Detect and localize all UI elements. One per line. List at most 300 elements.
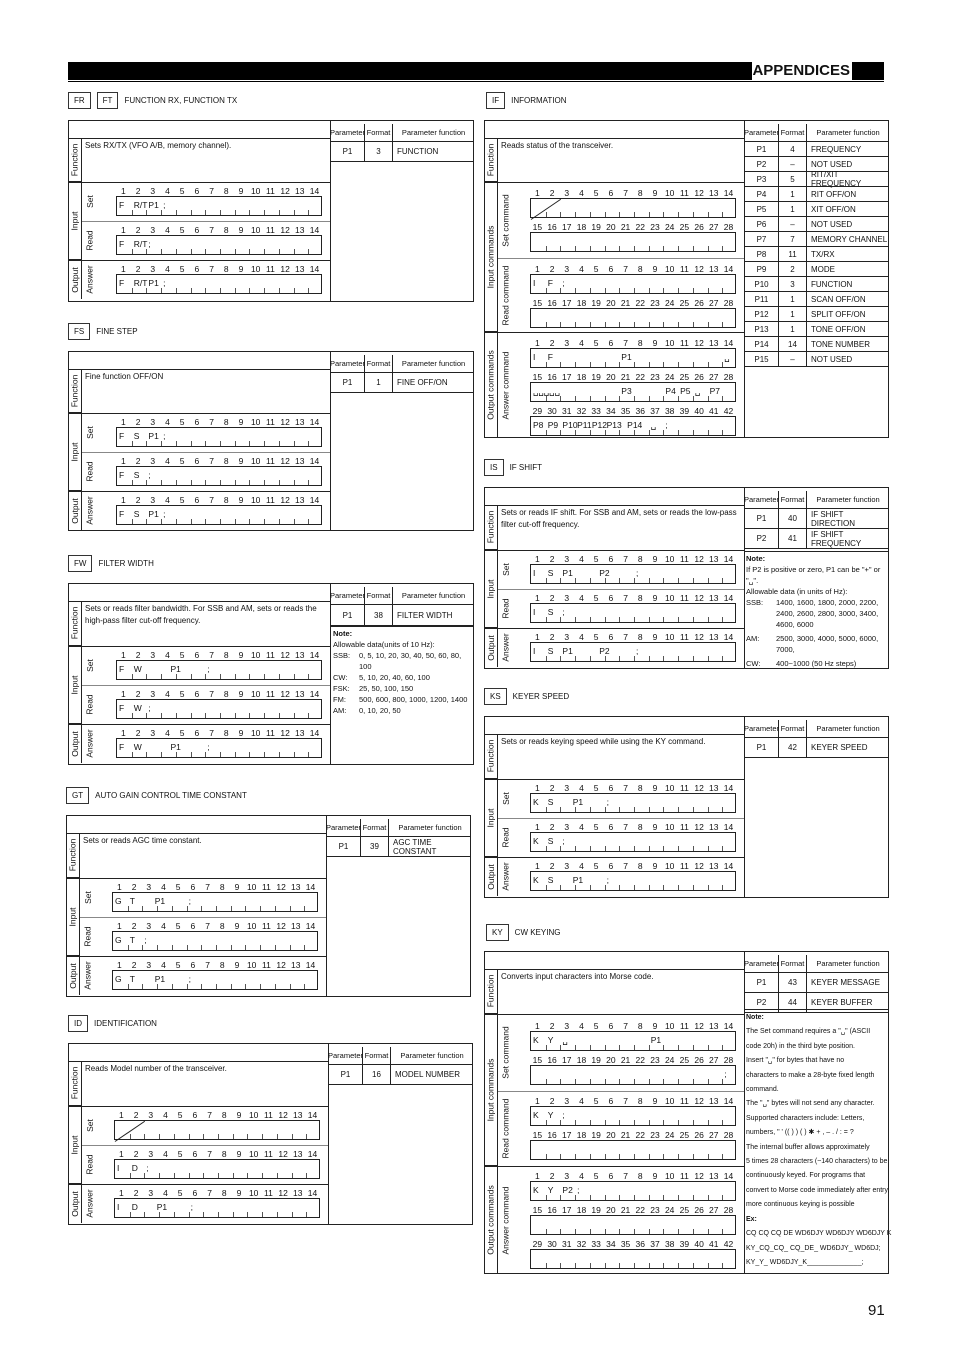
byte-tick bbox=[693, 212, 694, 217]
byte-tick bbox=[663, 1229, 664, 1234]
byte-number: 26 bbox=[694, 1055, 704, 1065]
is-note bbox=[746, 553, 888, 672]
byte-tick bbox=[264, 480, 265, 485]
command-token: Y bbox=[547, 1185, 554, 1195]
byte-tick bbox=[264, 674, 265, 679]
command-token: P7 bbox=[709, 386, 720, 396]
byte-number: 24 bbox=[664, 1205, 675, 1215]
byte-numbers bbox=[530, 783, 736, 793]
byte-number: 5 bbox=[593, 554, 599, 564]
byte-number: 14 bbox=[305, 882, 316, 892]
byte-number: 4 bbox=[579, 593, 584, 603]
byte-number: 5 bbox=[593, 783, 599, 793]
byte-number: 4 bbox=[579, 861, 584, 871]
row-label-text: Answer bbox=[500, 862, 511, 891]
byte-number: 5 bbox=[593, 1171, 599, 1181]
byte-number: 8 bbox=[637, 1171, 643, 1181]
byte-tick bbox=[275, 984, 276, 989]
note-line: code 20h) in the third byte position. bbox=[746, 1042, 855, 1050]
row-label-text: Set bbox=[82, 891, 93, 904]
byte-number: 1 bbox=[120, 417, 126, 427]
byte-number: 19 bbox=[591, 298, 601, 308]
byte-number: 14 bbox=[723, 264, 734, 274]
byte-tick bbox=[722, 807, 723, 812]
byte-tick bbox=[634, 578, 635, 583]
byte-tick bbox=[693, 1045, 694, 1050]
byte-number: 13 bbox=[709, 861, 719, 871]
command-token: P9 bbox=[547, 420, 559, 430]
byte-number: 6 bbox=[608, 632, 614, 642]
byte-numbers bbox=[530, 222, 736, 232]
command-box bbox=[530, 603, 736, 623]
command-box bbox=[530, 564, 736, 584]
byte-tick bbox=[619, 362, 620, 367]
function-label bbox=[484, 969, 498, 1014]
param-function: FUNCTION bbox=[397, 147, 439, 156]
byte-number: 1 bbox=[116, 960, 122, 970]
byte-numbers bbox=[114, 1110, 320, 1120]
byte-number: 2 bbox=[135, 456, 141, 466]
header-rule bbox=[484, 138, 744, 139]
byte-number: 26 bbox=[694, 1205, 704, 1215]
byte-tick bbox=[294, 519, 295, 524]
byte-tick bbox=[693, 807, 694, 812]
command-box bbox=[114, 1120, 320, 1140]
param-function: NOT USED bbox=[811, 159, 853, 169]
byte-tick bbox=[575, 807, 576, 812]
command-token: ; bbox=[207, 742, 210, 752]
byte-tick bbox=[306, 1134, 307, 1139]
byte-tick bbox=[174, 1173, 175, 1178]
command-token: P3 bbox=[621, 386, 632, 396]
byte-number: 14 bbox=[307, 1110, 318, 1120]
command-row-read bbox=[530, 593, 736, 625]
byte-numbers bbox=[112, 960, 318, 970]
byte-tick bbox=[634, 1120, 635, 1125]
byte-number: 39 bbox=[679, 1239, 690, 1249]
byte-number: 8 bbox=[223, 186, 229, 196]
byte-tick bbox=[590, 807, 591, 812]
command-token: ; bbox=[163, 278, 166, 288]
byte-tick bbox=[575, 1045, 576, 1050]
byte-number: 8 bbox=[219, 921, 225, 931]
byte-number: 8 bbox=[637, 593, 643, 603]
byte-number: 17 bbox=[562, 298, 572, 308]
byte-number: 1 bbox=[120, 264, 126, 274]
byte-tick bbox=[176, 674, 177, 679]
row-label bbox=[82, 1106, 98, 1145]
read-command-label-text: Read command bbox=[500, 1098, 511, 1159]
output-label bbox=[68, 724, 82, 763]
byte-number: 1 bbox=[120, 728, 126, 738]
byte-tick bbox=[722, 1045, 723, 1050]
command-token: R/T bbox=[133, 239, 148, 249]
command-name: CW KEYING bbox=[514, 928, 561, 937]
param-format: 14 bbox=[779, 337, 807, 351]
param-function: KEYER SPEED bbox=[811, 743, 868, 752]
note-row bbox=[333, 683, 471, 694]
row-label-text: Answer bbox=[84, 496, 95, 525]
command-row-answer bbox=[116, 728, 322, 760]
byte-number: 17 bbox=[562, 1205, 572, 1215]
byte-tick bbox=[189, 1212, 190, 1217]
byte-tick bbox=[290, 906, 291, 911]
note-key: CW: bbox=[746, 659, 761, 668]
parameter-row bbox=[329, 1065, 473, 1085]
note-value: 2500, 3000, 4000, 5000, 6000, 7000, bbox=[776, 634, 879, 654]
byte-number: 12 bbox=[280, 728, 290, 738]
byte-number: 8 bbox=[637, 822, 643, 832]
row-label-text: Set bbox=[84, 426, 95, 439]
note-row bbox=[746, 597, 888, 630]
byte-number: 3 bbox=[146, 960, 152, 970]
byte-tick bbox=[264, 519, 265, 524]
byte-tick bbox=[308, 249, 309, 254]
command-name: FUNCTION RX, FUNCTION TX bbox=[124, 96, 238, 105]
command-box bbox=[116, 235, 322, 255]
byte-number: 7 bbox=[209, 728, 214, 738]
param-function: FUNCTION bbox=[811, 279, 853, 289]
command-token: ; bbox=[148, 703, 151, 713]
byte-number: 7 bbox=[623, 188, 628, 198]
byte-tick bbox=[722, 885, 723, 890]
command-token: W bbox=[133, 703, 142, 713]
byte-number: 13 bbox=[295, 225, 305, 235]
byte-tick bbox=[176, 249, 177, 254]
byte-tick bbox=[290, 984, 291, 989]
command-box bbox=[116, 274, 322, 294]
byte-number: 12 bbox=[694, 264, 704, 274]
set-command-label-text: Set command bbox=[500, 1026, 511, 1079]
command-token: ; bbox=[163, 431, 166, 441]
byte-number: 13 bbox=[293, 1149, 303, 1159]
byte-numbers bbox=[530, 554, 736, 564]
byte-tick bbox=[619, 1229, 620, 1234]
byte-number: 18 bbox=[576, 298, 587, 308]
byte-tick bbox=[605, 288, 606, 293]
byte-number: 13 bbox=[709, 338, 719, 348]
parameter-row bbox=[745, 247, 889, 262]
command-token: P1 bbox=[148, 200, 159, 210]
param-format: 44 bbox=[779, 993, 807, 1012]
byte-number: 14 bbox=[307, 1149, 318, 1159]
byte-tick bbox=[308, 752, 309, 757]
command-token: S bbox=[547, 568, 554, 578]
byte-number: 27 bbox=[709, 372, 719, 382]
command-token: T bbox=[129, 896, 135, 906]
byte-number: 4 bbox=[165, 728, 170, 738]
header-rule bbox=[484, 969, 744, 970]
byte-tick bbox=[260, 984, 261, 989]
byte-number: 17 bbox=[562, 1130, 572, 1140]
byte-tick bbox=[575, 1229, 576, 1234]
byte-number: 1 bbox=[116, 921, 122, 931]
function-label bbox=[68, 601, 82, 646]
byte-number: 20 bbox=[606, 1130, 616, 1140]
byte-tick bbox=[575, 846, 576, 851]
byte-tick bbox=[605, 885, 606, 890]
command-token: ; bbox=[636, 568, 639, 578]
byte-tick bbox=[146, 713, 147, 718]
byte-tick bbox=[722, 656, 723, 661]
byte-tick bbox=[546, 1229, 547, 1234]
byte-number: 6 bbox=[608, 593, 614, 603]
byte-tick bbox=[277, 1173, 278, 1178]
note-value: 25, 50, 100, 150 bbox=[359, 684, 414, 693]
output-label-text: Output bbox=[69, 266, 80, 293]
byte-number: 11 bbox=[679, 1021, 689, 1031]
byte-number: 9 bbox=[238, 186, 244, 196]
byte-tick bbox=[708, 362, 709, 367]
command-row-answer bbox=[530, 632, 736, 664]
byte-tick bbox=[264, 713, 265, 718]
command-box bbox=[530, 1031, 736, 1051]
byte-tick bbox=[235, 752, 236, 757]
byte-tick bbox=[605, 617, 606, 622]
note-value: 0, 10, 20, 50 bbox=[359, 706, 401, 715]
command-box bbox=[112, 970, 318, 990]
byte-number: 10 bbox=[250, 728, 261, 738]
byte-tick bbox=[722, 1263, 723, 1268]
byte-tick bbox=[693, 246, 694, 251]
parameter-row bbox=[745, 262, 889, 277]
byte-number: 6 bbox=[194, 689, 200, 699]
byte-number: 3 bbox=[564, 861, 570, 871]
byte-numbers bbox=[114, 1149, 320, 1159]
byte-tick bbox=[708, 288, 709, 293]
byte-number: 27 bbox=[709, 1055, 719, 1065]
byte-number: 28 bbox=[723, 298, 734, 308]
command-token: S bbox=[133, 509, 140, 519]
byte-tick bbox=[308, 288, 309, 293]
byte-number: 23 bbox=[650, 1205, 660, 1215]
row-label bbox=[80, 956, 96, 995]
byte-tick bbox=[722, 846, 723, 851]
byte-tick bbox=[560, 396, 561, 401]
row-label bbox=[82, 1145, 98, 1184]
function-description: Sets or reads IF shift. For SSB and AM, sets or reads the low-pass filter cut-off frequency. bbox=[501, 508, 737, 529]
command-token: ; bbox=[190, 1202, 193, 1212]
param-name: P4 bbox=[745, 187, 779, 201]
byte-tick bbox=[231, 945, 232, 950]
parameter-table bbox=[744, 124, 889, 367]
byte-number: 6 bbox=[608, 783, 614, 793]
byte-number: 3 bbox=[148, 1188, 154, 1198]
row-label bbox=[80, 878, 96, 917]
byte-tick bbox=[722, 246, 723, 251]
function-rule bbox=[68, 646, 330, 647]
byte-tick bbox=[560, 578, 561, 583]
byte-tick bbox=[560, 362, 561, 367]
byte-tick bbox=[678, 1120, 679, 1125]
byte-tick bbox=[693, 288, 694, 293]
byte-number: 21 bbox=[620, 1055, 631, 1065]
parameter-row bbox=[745, 337, 889, 352]
command-code: FS bbox=[68, 323, 90, 340]
byte-number: 41 bbox=[709, 406, 719, 416]
header-rule bbox=[68, 369, 330, 370]
command-code: IS bbox=[484, 459, 504, 476]
byte-number: 12 bbox=[280, 650, 290, 660]
byte-tick bbox=[304, 984, 305, 989]
byte-tick bbox=[205, 288, 206, 293]
command-name: FILTER WIDTH bbox=[98, 559, 154, 568]
byte-number: 15 bbox=[532, 1055, 543, 1065]
parameter-row bbox=[745, 202, 889, 217]
byte-tick bbox=[605, 1229, 606, 1234]
byte-number: 24 bbox=[664, 1055, 675, 1065]
byte-number: 31 bbox=[562, 406, 572, 416]
byte-tick bbox=[663, 1263, 664, 1268]
byte-tick bbox=[264, 249, 265, 254]
byte-tick bbox=[294, 210, 295, 215]
byte-number: 27 bbox=[709, 298, 719, 308]
command-token: ; bbox=[562, 1110, 565, 1120]
byte-number: 30 bbox=[547, 1239, 557, 1249]
byte-number: 3 bbox=[150, 417, 156, 427]
byte-number: 13 bbox=[709, 593, 719, 603]
byte-number: 2 bbox=[135, 650, 141, 660]
command-row-read-2 bbox=[530, 298, 736, 330]
byte-number: 1 bbox=[534, 554, 540, 564]
param-format: 3 bbox=[365, 142, 393, 161]
note-line: CQ CQ CQ DE WD6DJY WD6DJY WD6DJY K bbox=[746, 1230, 892, 1238]
byte-number: 5 bbox=[593, 593, 599, 603]
byte-number: 10 bbox=[250, 495, 261, 505]
command-token: P1 bbox=[156, 1202, 168, 1212]
byte-tick bbox=[590, 430, 591, 435]
byte-number: 13 bbox=[295, 650, 305, 660]
byte-tick bbox=[649, 846, 650, 851]
param-format: 11 bbox=[779, 247, 807, 261]
byte-number: 11 bbox=[265, 225, 275, 235]
byte-number: 10 bbox=[250, 689, 261, 699]
row-label-text: Set bbox=[84, 659, 95, 672]
param-format: – bbox=[779, 217, 807, 231]
byte-tick bbox=[161, 288, 162, 293]
output-label bbox=[68, 260, 82, 299]
input-label-text: Input bbox=[69, 442, 80, 461]
command-code: FW bbox=[68, 555, 92, 572]
byte-tick bbox=[203, 1173, 204, 1178]
byte-tick bbox=[560, 1229, 561, 1234]
byte-number: 12 bbox=[276, 882, 286, 892]
parameter-table bbox=[744, 955, 889, 1013]
header-cell: Parameter bbox=[745, 955, 779, 972]
byte-tick bbox=[649, 1120, 650, 1125]
command-token: ; bbox=[163, 200, 166, 210]
byte-number: 5 bbox=[177, 1188, 183, 1198]
parameter-row bbox=[745, 187, 889, 202]
command-row-set-2 bbox=[530, 222, 736, 254]
command-token: P1 bbox=[562, 568, 573, 578]
header-cell: Format bbox=[779, 720, 807, 737]
byte-tick bbox=[277, 1212, 278, 1217]
command-token: K bbox=[533, 875, 539, 885]
note-row bbox=[333, 694, 471, 705]
byte-tick bbox=[663, 1045, 664, 1050]
function-label bbox=[484, 505, 498, 550]
command-row-answer-1 bbox=[530, 1171, 736, 1203]
section-header-gt bbox=[66, 787, 247, 804]
command-row-set-1 bbox=[530, 188, 736, 220]
byte-tick bbox=[708, 212, 709, 217]
note-value: 500, 600, 800, 1000, 1200, 1400 bbox=[359, 695, 468, 704]
section-header-ks bbox=[484, 688, 569, 705]
byte-tick bbox=[575, 1263, 576, 1268]
param-function: MODE bbox=[811, 264, 835, 274]
byte-number: 10 bbox=[664, 822, 675, 832]
command-token: F bbox=[547, 352, 553, 362]
byte-number: 1 bbox=[534, 1021, 540, 1031]
byte-tick bbox=[649, 1229, 650, 1234]
byte-tick bbox=[575, 246, 576, 251]
byte-number: 20 bbox=[606, 222, 616, 232]
byte-number: 3 bbox=[146, 882, 152, 892]
function-label-text: Function bbox=[69, 143, 80, 176]
byte-tick bbox=[693, 885, 694, 890]
byte-tick bbox=[249, 713, 250, 718]
command-token: P11 bbox=[577, 420, 592, 430]
byte-tick bbox=[191, 441, 192, 446]
param-name: P1 bbox=[327, 837, 361, 856]
command-token: I bbox=[533, 607, 536, 617]
byte-number: 1 bbox=[120, 186, 126, 196]
byte-number: 7 bbox=[623, 264, 628, 274]
byte-number: 5 bbox=[175, 921, 181, 931]
byte-tick bbox=[619, 1045, 620, 1050]
byte-tick bbox=[560, 322, 561, 327]
byte-tick bbox=[663, 578, 664, 583]
param-function: FINE OFF/ON bbox=[397, 378, 448, 387]
input-output-rule bbox=[66, 956, 326, 957]
note-key: AM: bbox=[746, 634, 760, 643]
byte-number: 7 bbox=[623, 1096, 628, 1106]
parameter-row bbox=[331, 373, 474, 393]
byte-number: 40 bbox=[694, 1239, 704, 1249]
byte-number: 39 bbox=[679, 406, 690, 416]
byte-number: 9 bbox=[234, 960, 240, 970]
byte-tick bbox=[220, 210, 221, 215]
byte-number: 12 bbox=[278, 1188, 288, 1198]
byte-tick bbox=[191, 674, 192, 679]
byte-tick bbox=[176, 288, 177, 293]
byte-number: 6 bbox=[194, 417, 200, 427]
command-token: S bbox=[547, 875, 554, 885]
byte-number: 4 bbox=[579, 632, 584, 642]
byte-number: 7 bbox=[207, 1110, 212, 1120]
byte-number: 7 bbox=[209, 495, 214, 505]
command-box bbox=[116, 699, 322, 719]
param-name: P1 bbox=[331, 605, 365, 626]
byte-tick bbox=[678, 362, 679, 367]
byte-number: 10 bbox=[664, 264, 675, 274]
command-token: K bbox=[533, 797, 539, 807]
byte-tick bbox=[663, 288, 664, 293]
command-box bbox=[116, 466, 322, 486]
byte-tick bbox=[619, 617, 620, 622]
byte-tick bbox=[708, 430, 709, 435]
command-row-read bbox=[116, 225, 322, 257]
param-name: P7 bbox=[745, 232, 779, 246]
byte-number: 5 bbox=[179, 264, 185, 274]
command-code: KY bbox=[486, 924, 509, 941]
byte-number: 11 bbox=[265, 186, 275, 196]
input-output-rule bbox=[484, 1166, 744, 1167]
byte-number: 13 bbox=[295, 689, 305, 699]
byte-number: 8 bbox=[221, 1188, 227, 1198]
byte-number: 6 bbox=[194, 495, 200, 505]
